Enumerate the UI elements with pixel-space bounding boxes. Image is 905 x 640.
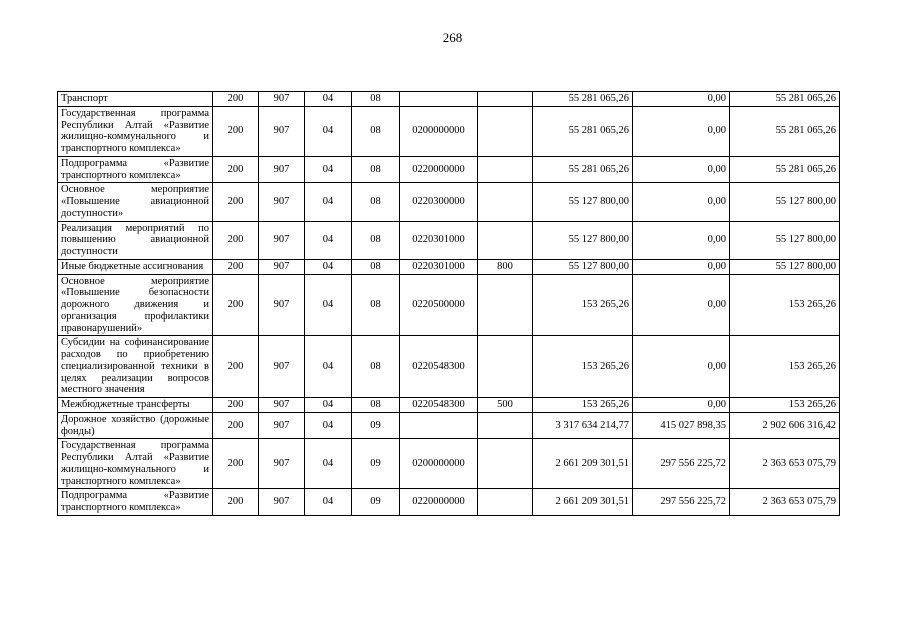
page-number: 268: [442, 30, 463, 45]
cell-amount-federal: 415 027 898,35: [633, 412, 730, 439]
cell-section: 04: [305, 274, 352, 336]
table-row: [58, 156, 840, 183]
cell-amount-regional: 153 265,26: [730, 398, 840, 413]
cell-code-a: 200: [213, 489, 259, 516]
cell-subsection: 09: [352, 412, 400, 439]
cell-item-name: Субсидии на софинансирование расходов по приобретению специализированной техники в целях реализации вопросов местного значения: [58, 336, 213, 398]
cell-code-ministry: 907: [259, 274, 305, 336]
cell-expense-type: 800: [478, 259, 533, 274]
cell-item-name: Государственная программа Республики Алтай «Развитие жилищно-коммунального и транспортного комплекса»: [58, 439, 213, 489]
cell-expense-type: [478, 336, 533, 398]
cell-amount-total: 55 281 065,26: [533, 156, 633, 183]
cell-code-ministry: 907: [259, 439, 305, 489]
cell-section: 04: [305, 106, 352, 156]
cell-amount-federal: 0,00: [633, 221, 730, 259]
cell-expense-type: [478, 489, 533, 516]
cell-section: 04: [305, 336, 352, 398]
cell-amount-federal: 297 556 225,72: [633, 439, 730, 489]
cell-item-name: Основное мероприятие «Повышение авиационной доступности»: [58, 183, 213, 221]
cell-amount-federal: 0,00: [633, 336, 730, 398]
cell-target-article: 0200000000: [400, 439, 478, 489]
cell-subsection: 09: [352, 489, 400, 516]
cell-expense-type: [478, 221, 533, 259]
cell-amount-total: 55 127 800,00: [533, 221, 633, 259]
cell-amount-federal: 297 556 225,72: [633, 489, 730, 516]
cell-item-name: Межбюджетные трансферты: [58, 398, 213, 413]
table-row: [58, 412, 840, 439]
cell-section: 04: [305, 259, 352, 274]
cell-code-a: 200: [213, 412, 259, 439]
cell-amount-total: 55 127 800,00: [533, 259, 633, 274]
cell-amount-regional: 2 363 653 075,79: [730, 489, 840, 516]
cell-section: 04: [305, 489, 352, 516]
cell-expense-type: [478, 439, 533, 489]
cell-amount-regional: 153 265,26: [730, 336, 840, 398]
cell-expense-type: 500: [478, 398, 533, 413]
cell-amount-total: 55 281 065,26: [533, 92, 633, 107]
cell-code-a: 200: [213, 92, 259, 107]
cell-subsection: 08: [352, 183, 400, 221]
cell-code-a: 200: [213, 221, 259, 259]
cell-code-a: 200: [213, 336, 259, 398]
cell-section: 04: [305, 183, 352, 221]
cell-subsection: 08: [352, 398, 400, 413]
cell-code-a: 200: [213, 106, 259, 156]
cell-section: 04: [305, 412, 352, 439]
cell-code-ministry: 907: [259, 106, 305, 156]
cell-target-article: 0220548300: [400, 336, 478, 398]
cell-amount-total: 3 317 634 214,77: [533, 412, 633, 439]
cell-amount-regional: 55 127 800,00: [730, 221, 840, 259]
cell-code-ministry: 907: [259, 412, 305, 439]
cell-item-name: Реализация мероприятий по повышению авиационной доступности: [58, 221, 213, 259]
cell-code-ministry: 907: [259, 156, 305, 183]
cell-section: 04: [305, 156, 352, 183]
cell-expense-type: [478, 92, 533, 107]
cell-subsection: 08: [352, 106, 400, 156]
cell-code-a: 200: [213, 398, 259, 413]
cell-code-a: 200: [213, 183, 259, 221]
cell-section: 04: [305, 221, 352, 259]
cell-code-ministry: 907: [259, 489, 305, 516]
cell-target-article: 0220301000: [400, 259, 478, 274]
table-row: [58, 221, 840, 259]
table-row: [58, 274, 840, 336]
table-row: [58, 398, 840, 413]
cell-amount-regional: 2 363 653 075,79: [730, 439, 840, 489]
cell-expense-type: [478, 412, 533, 439]
table-row: [58, 259, 840, 274]
cell-subsection: 08: [352, 221, 400, 259]
cell-code-a: 200: [213, 274, 259, 336]
cell-target-article: 0220000000: [400, 489, 478, 516]
cell-section: 04: [305, 439, 352, 489]
cell-amount-total: 153 265,26: [533, 274, 633, 336]
cell-item-name: Транспорт: [58, 92, 213, 107]
table-row: [58, 439, 840, 489]
cell-code-a: 200: [213, 439, 259, 489]
cell-code-ministry: 907: [259, 183, 305, 221]
cell-target-article: 0220500000: [400, 274, 478, 336]
cell-amount-total: 153 265,26: [533, 398, 633, 413]
cell-item-name: Подпрограмма «Развитие транспортного комплекса»: [58, 489, 213, 516]
cell-item-name: Основное мероприятие «Повышение безопасности дорожного движения и организация профилактики правонарушений»: [58, 274, 213, 336]
cell-section: 04: [305, 92, 352, 107]
cell-expense-type: [478, 156, 533, 183]
cell-code-a: 200: [213, 156, 259, 183]
cell-target-article: 0220300000: [400, 183, 478, 221]
cell-amount-federal: 0,00: [633, 183, 730, 221]
cell-amount-total: 55 127 800,00: [533, 183, 633, 221]
cell-amount-federal: 0,00: [633, 156, 730, 183]
table-row: [58, 106, 840, 156]
cell-expense-type: [478, 106, 533, 156]
cell-item-name: Государственная программа Республики Алтай «Развитие жилищно-коммунального и транспортного комплекса»: [58, 106, 213, 156]
cell-amount-federal: 0,00: [633, 398, 730, 413]
cell-item-name: Дорожное хозяйство (дорожные фонды): [58, 412, 213, 439]
cell-amount-regional: 2 902 606 316,42: [730, 412, 840, 439]
cell-code-ministry: 907: [259, 92, 305, 107]
budget-table: [57, 91, 840, 516]
cell-target-article: 0220000000: [400, 156, 478, 183]
cell-amount-federal: 0,00: [633, 106, 730, 156]
cell-amount-regional: 55 281 065,26: [730, 92, 840, 107]
cell-amount-total: 2 661 209 301,51: [533, 439, 633, 489]
cell-code-ministry: 907: [259, 221, 305, 259]
table-row: [58, 92, 840, 107]
cell-amount-regional: 55 281 065,26: [730, 106, 840, 156]
table-row: [58, 336, 840, 398]
cell-amount-regional: 55 127 800,00: [730, 259, 840, 274]
cell-target-article: [400, 92, 478, 107]
cell-amount-total: 153 265,26: [533, 336, 633, 398]
cell-amount-regional: 55 127 800,00: [730, 183, 840, 221]
cell-subsection: 08: [352, 156, 400, 183]
cell-expense-type: [478, 183, 533, 221]
cell-target-article: [400, 412, 478, 439]
cell-target-article: 0220301000: [400, 221, 478, 259]
cell-subsection: 09: [352, 439, 400, 489]
cell-subsection: 08: [352, 259, 400, 274]
cell-item-name: Подпрограмма «Развитие транспортного комплекса»: [58, 156, 213, 183]
cell-amount-federal: 0,00: [633, 274, 730, 336]
table-row: [58, 489, 840, 516]
cell-target-article: 0220548300: [400, 398, 478, 413]
cell-subsection: 08: [352, 336, 400, 398]
cell-code-ministry: 907: [259, 259, 305, 274]
cell-amount-total: 55 281 065,26: [533, 106, 633, 156]
cell-amount-regional: 153 265,26: [730, 274, 840, 336]
cell-subsection: 08: [352, 92, 400, 107]
cell-subsection: 08: [352, 274, 400, 336]
cell-amount-regional: 55 281 065,26: [730, 156, 840, 183]
cell-code-ministry: 907: [259, 398, 305, 413]
cell-code-ministry: 907: [259, 336, 305, 398]
cell-target-article: 0200000000: [400, 106, 478, 156]
cell-expense-type: [478, 274, 533, 336]
cell-section: 04: [305, 398, 352, 413]
cell-item-name: Иные бюджетные ассигнования: [58, 259, 213, 274]
cell-code-a: 200: [213, 259, 259, 274]
cell-amount-federal: 0,00: [633, 92, 730, 107]
cell-amount-total: 2 661 209 301,51: [533, 489, 633, 516]
cell-amount-federal: 0,00: [633, 259, 730, 274]
table-row: [58, 183, 840, 221]
